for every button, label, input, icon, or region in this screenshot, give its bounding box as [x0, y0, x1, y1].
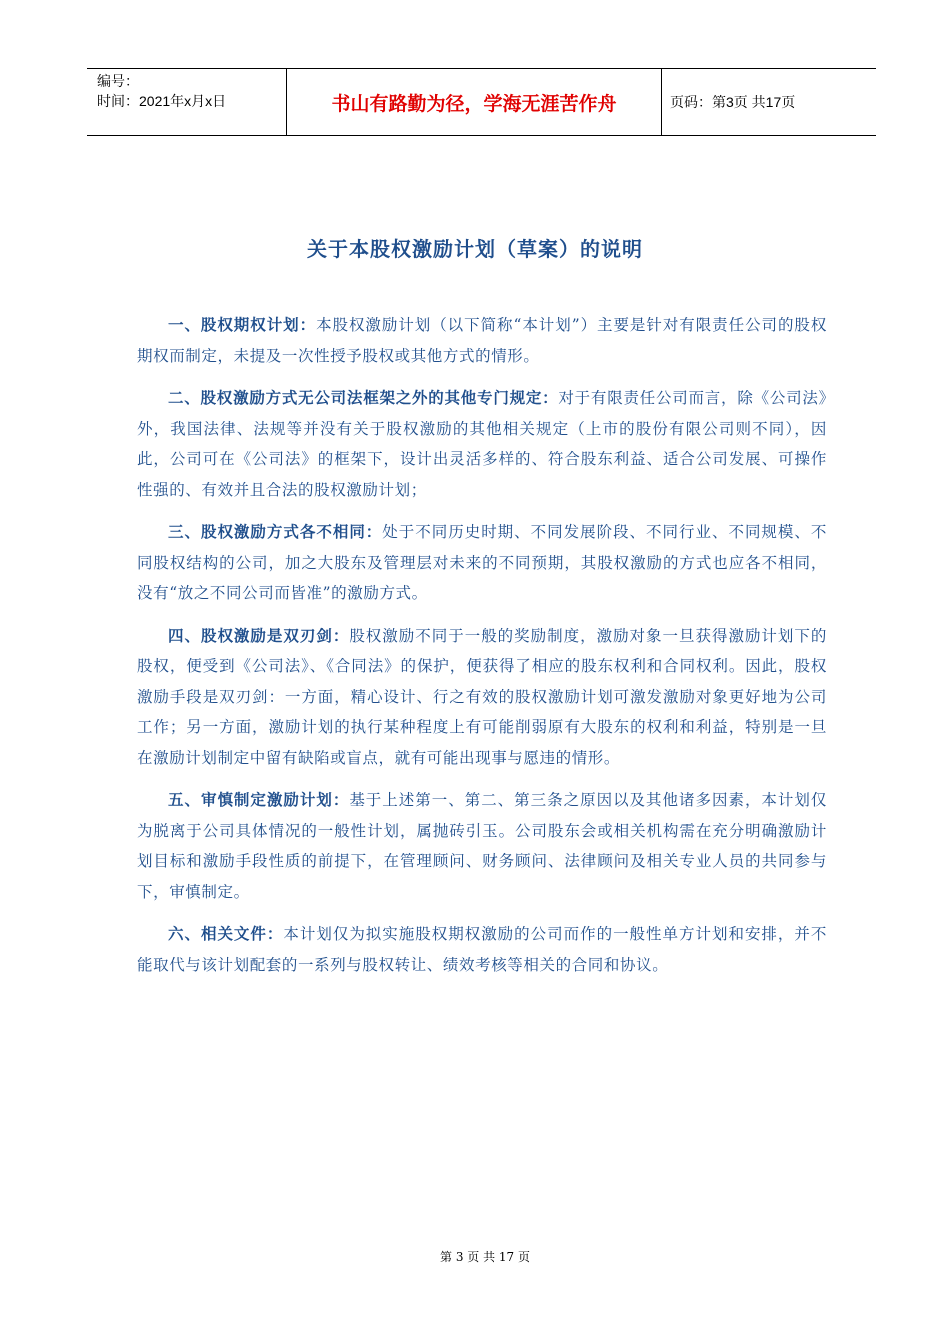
header-meta-cell	[87, 69, 287, 135]
section-paragraph	[137, 383, 827, 505]
header-page-info: 页码：第3页 共17页	[670, 94, 796, 110]
section-text: 本股权激励计划（以下简称“本计划”）主要是针对有限责任公司的股权期权而制定，未提及一次性授予股权或其他方式的情形。	[137, 316, 827, 365]
section-paragraph	[137, 919, 827, 980]
section-text: 处于不同历史时期、不同发展阶段、不同行业、不同规模、不同股权结构的公司，加之大股东及管理层对未来的不同预期，其股权激励的方式也应各不相同，没有“放之不同公司而皆准”的激励方式。	[137, 523, 827, 602]
section-label: 五、审慎制定激励计划：	[168, 791, 350, 809]
section-text: 股权激励不同于一般的奖励制度，激励对象一旦获得激励计划下的股权，便受到《公司法》、《合同法》的保护，便获得了相应的股东权利和合同权利。因此，股权激励手段是双刃剑：一方面，精心设计、行之有效的股权激励计划可激发激励对象更好地为公司工作；另一方面，激励计划的执行某种程度上有可能削弱原有大股东的权利和利益，特别是一旦在激励计划制定中留有缺陷或盲点，就有可能出现事与愿违的情形。	[137, 626, 827, 767]
document-title: 关于本股权激励计划（草案）的说明	[307, 237, 643, 261]
section-text: 本计划仅为拟实施股权期权激励的公司而作的一般性单方计划和安排，并不能取代与该计划配套的一系列与股权转让、绩效考核等相关的合同和协议。	[137, 925, 827, 974]
document-time-label: 时间：2021年x月x日	[97, 93, 227, 109]
section-text: 基于上述第一、第二、第三条之原因以及其他诸多因素，本计划仅为脱离于公司具体情况的一般性计划，属抛砖引玉。公司股东会或相关机构需在充分明确激励计划目标和激励手段性质的前提下，在管理顾问、财务顾问、法律顾问及相关专业人员的共同参与下，审慎制定。	[137, 791, 827, 901]
page-footer: 第 3 页 共 17 页	[440, 1250, 530, 1264]
section-paragraph	[137, 517, 827, 609]
section-label: 三、股权激励方式各不相同：	[168, 523, 383, 541]
section-label: 二、股权激励方式无公司法框架之外的其他专门规定：	[168, 389, 559, 407]
section-label: 六、相关文件：	[168, 925, 284, 943]
header-table	[87, 68, 876, 136]
header-motto: 书山有路勤为径，学海无涯苦作舟	[287, 69, 662, 135]
section-text: 对于有限责任公司而言，除《公司法》外，我国法律、法规等并没有关于股权激励的其他相关规定（上市的股份有限公司则不同），因此，公司可在《公司法》的框架下，设计出灵活多样的、符合股东利益、适合公司发展、可操作性强的、有效并且合法的股权激励计划；	[137, 389, 827, 499]
section-label: 一、股权期权计划：	[168, 316, 317, 334]
section-paragraph	[137, 310, 827, 371]
section-paragraph	[137, 621, 827, 774]
section-paragraph	[137, 785, 827, 907]
document-number-label: 编号：	[97, 73, 139, 89]
section-label: 四、股权激励是双刃剑：	[168, 626, 350, 645]
document-body	[137, 310, 827, 992]
